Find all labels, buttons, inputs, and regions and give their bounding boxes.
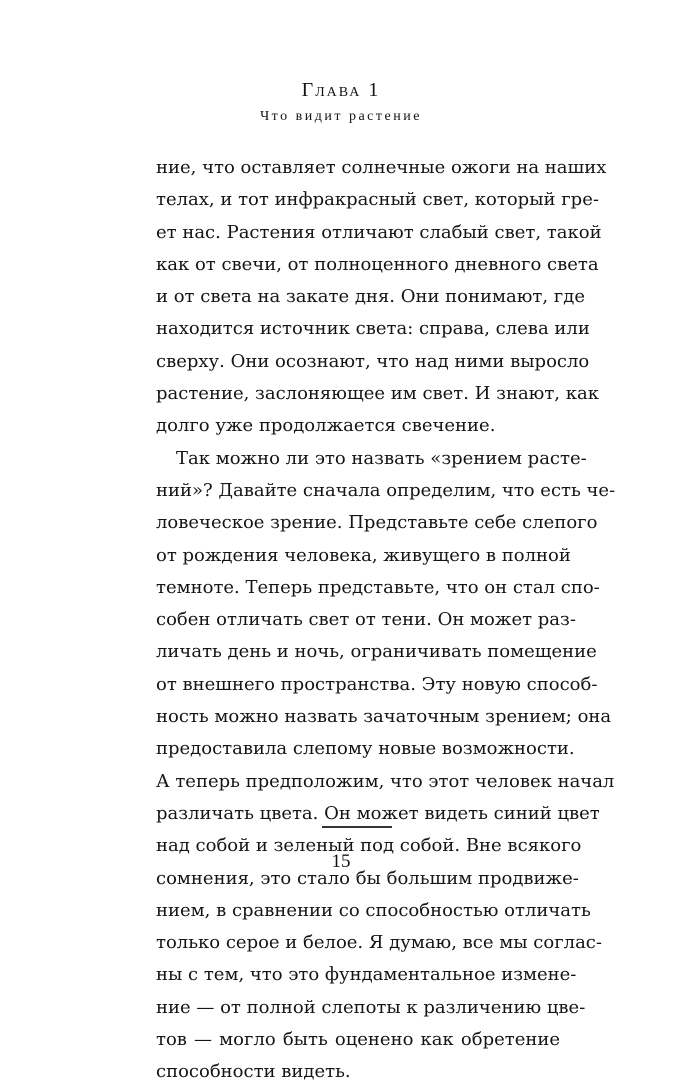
text-line: сверху. Они осознают, что над ними выросло	[156, 350, 590, 372]
text-line: различать цвета. Он может видеть синий цвет	[156, 802, 600, 824]
text-line: личать день и ночь, ограничивать помещение	[156, 641, 597, 663]
text-line: тов — могло быть оценено как обретение	[156, 1029, 560, 1051]
text-line: ны с тем, что это фундаментальное измене-	[156, 964, 577, 986]
text-line: способности видеть.	[156, 1061, 351, 1083]
running-header	[0, 78, 682, 126]
text-line: собен отличать свет от тени. Он может раз-	[156, 609, 576, 631]
text-line: нием, в сравнении со способностью отличать	[156, 899, 591, 921]
body-text	[156, 152, 616, 1089]
text-line: над собой и зеленый под собой. Вне всякого	[156, 835, 582, 857]
text-line: темноте. Теперь представьте, что он стал спо-	[156, 576, 600, 598]
text-line: только серое и белое. Я думаю, все мы соглас-	[156, 932, 602, 954]
text-line: предоставила слепому новые возможности.	[156, 738, 575, 760]
text-line: А теперь предположим, что этот человек начал	[156, 770, 615, 792]
text-line: и от света на закате дня. Они понимают, где	[156, 286, 585, 308]
text-line: телах, и тот инфракрасный свет, который гре-	[156, 189, 599, 211]
page-number: 15	[331, 851, 351, 872]
text-line: ет нас. Растения отличают слабый свет, такой	[156, 221, 602, 243]
footer-divider	[322, 826, 392, 828]
text-line: ний»? Давайте сначала определим, что есть че-	[156, 479, 616, 501]
chapter-subtitle: Что видит растение	[260, 109, 422, 124]
chapter-title: Глава 1	[301, 79, 381, 101]
text-line: Так можно ли это назвать «зрением расте-	[176, 447, 587, 469]
text-line: от внешнего пространства. Эту новую способ-	[156, 673, 598, 695]
text-line: ние, что оставляет солнечные ожоги на наших	[156, 157, 607, 178]
text-line: сомнения, это стало бы большим продвиже-	[156, 867, 579, 889]
text-line: ловеческое зрение. Представьте себе слепого	[156, 512, 598, 534]
text-line: долго уже продолжается свечение.	[156, 415, 496, 437]
text-line: от рождения человека, живущего в полной	[156, 544, 571, 566]
text-line: как от свечи, от полноценного дневного света	[156, 253, 599, 275]
text-line: ность можно назвать зачаточным зрением; она	[156, 706, 612, 728]
text-line: ние — от полной слепоты к различению цве-	[156, 996, 586, 1018]
text-line: растение, заслоняющее им свет. И знают, как	[156, 383, 599, 405]
text-line: находится источник света: справа, слева или	[156, 318, 590, 340]
